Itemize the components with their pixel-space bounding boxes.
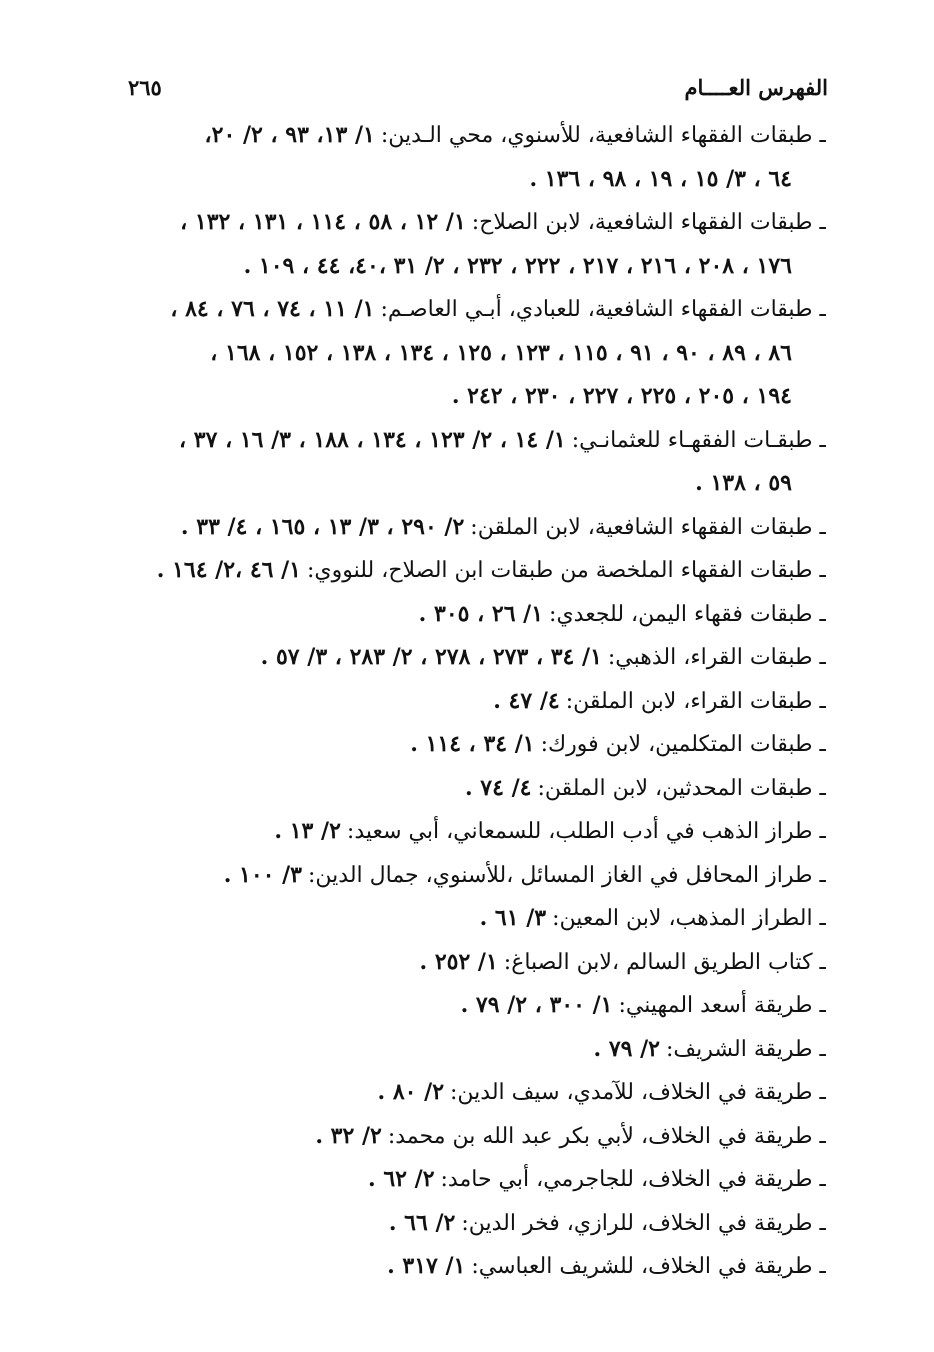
index-entry <box>130 201 826 245</box>
index-entry-continuation <box>130 375 826 419</box>
index-entry <box>130 506 826 550</box>
index-entry <box>130 593 826 637</box>
entry-references: ١/ ١٣، ٩٣ ، ٢/ ٢٠، <box>204 122 375 148</box>
index-entry <box>130 419 826 463</box>
entry-title: ـ طريقة في الخلاف، للآمدي، سيف الدين: <box>450 1080 826 1105</box>
entry-title: ـ طبقات الفقهاء الشافعية، لابن الملقن: <box>470 514 826 540</box>
entry-references: ١/ ٣٠٠ ، ٢/ ٧٩ . <box>460 992 613 1018</box>
entry-references: ٣/ ٦١ . <box>479 905 547 931</box>
index-entry <box>130 1202 826 1246</box>
entry-references: ١/ ١١ ، ٧٤ ، ٧٦ ، ٨٤ ، <box>170 296 375 322</box>
entry-references: ٤/ ٤٧ . <box>493 687 560 714</box>
entry-references: ٥٩ ، ١٣٨ . <box>695 470 792 496</box>
entry-title: ـ طريقة في الخلاف، للرازي، فخر الدين: <box>461 1210 826 1236</box>
index-entry <box>130 549 826 593</box>
entry-references: ١/ ٢٦ ، ٣٠٥ . <box>418 600 544 627</box>
entry-title: ـ طريقة في الخلاف، للشريف العباسي: <box>471 1254 826 1279</box>
entry-references: ٨٦ ، ٨٩ ، ٩٠ ، ٩١ ، ١١٥ ، ١٢٣ ، ١٢٥ ، ١٣٤ ، ١٣٨ ، ١٥٢ ، ١٦٨ ، <box>210 339 792 366</box>
index-entry-continuation <box>130 245 826 289</box>
entry-title: ـ طبقات المحدثين، لابن الملقن: <box>537 775 826 801</box>
entry-title: ـ طبقـات الفقهـاء للعثمانـي: <box>571 427 826 453</box>
index-entries <box>130 114 826 1289</box>
entry-references: ٢/ ٧٩ . <box>593 1035 660 1062</box>
entry-references: ٢/ ١٣ . <box>274 818 341 844</box>
index-entry-continuation <box>130 158 826 202</box>
entry-references: ١٩٤ ، ٢٠٥ ، ٢٢٥ ، ٢٢٧ ، ٢٣٠ ، ٢٤٢ . <box>451 383 792 409</box>
entry-references: ٢/ ٦٢ . <box>368 1166 435 1192</box>
entry-title: ـ طبقات الفقهاء الشافعية، للعبادي، أبـي العاصـم: <box>380 297 826 322</box>
index-entry <box>130 1245 826 1289</box>
entry-title: ـ طراز المحافل في الغاز المسائل ،للأسنوي، جمال الدين: <box>308 862 826 888</box>
index-entry <box>130 723 826 767</box>
index-entry <box>130 897 826 941</box>
entry-title: ـ طريقة أسعد المهيني: <box>618 993 826 1018</box>
entry-references: ١/ ٢٥٢ . <box>419 948 498 975</box>
index-entry <box>130 288 826 332</box>
entry-references: ١/ ١٤ ، ٢/ ١٢٣ ، ١٣٤ ، ١٨٨ ، ٣/ ١٦ ، ٣٧ ، <box>179 426 566 453</box>
entry-title: ـ طريقة الشريف: <box>665 1036 826 1062</box>
index-entry <box>130 1028 826 1072</box>
index-entry <box>130 114 826 158</box>
entry-title: ـ طبقات الفقهاء الشافعية، لابن الصلاح: <box>471 210 826 235</box>
running-header <box>128 70 828 104</box>
entry-references: ١/ ١٢ ، ٥٨ ، ١١٤ ، ١٣١ ، ١٣٢ ، <box>180 209 466 235</box>
entry-title: ـ طريقة في الخلاف، للجاجرمي، أبي حامد: <box>440 1167 826 1192</box>
index-entry <box>130 1158 826 1202</box>
entry-references: ٣/ ١٠٠ . <box>223 861 302 888</box>
entry-references: ١/ ٤٦ ،٢/ ١٦٤ . <box>156 557 301 583</box>
entry-title: ـ طبقات الفقهاء الشافعية، للأسنوي، محي الـدين: <box>380 123 826 148</box>
entry-title: ـ طبقات الفقهاء الملخصة من طبقات ابن الصلاح، للنووي: <box>306 558 826 583</box>
index-entry <box>130 984 826 1028</box>
page-number: ٢٦٥ <box>128 74 162 100</box>
entry-references: ٢/ ٦٦ . <box>388 1209 456 1236</box>
entry-title: ـ طبقات القراء، لابن الملقن: <box>565 688 826 714</box>
entry-title: ـ كتاب الطريق السالم ،لابن الصباغ: <box>503 949 826 975</box>
entry-references: ٢/ ٨٠ . <box>377 1079 445 1105</box>
entry-title: ـ طبقات المتكلمين، لابن فورك: <box>540 732 826 757</box>
entry-references: ٢/ ٢٩٠ ، ٣/ ١٣ ، ١٦٥ ، ٤/ ٣٣ . <box>180 513 465 540</box>
index-entry <box>130 941 826 985</box>
entry-references: ٦٤ ، ٣/ ١٥ ، ١٩ ، ٩٨ ، ١٣٦ . <box>529 165 792 192</box>
index-entry-continuation <box>130 462 826 506</box>
entry-title: ـ طبقات فقهاء اليمن، للجعدي: <box>549 601 826 627</box>
entry-references: ١/ ٣١٧ . <box>387 1253 466 1279</box>
index-entry <box>130 1071 826 1115</box>
entry-title: ـ طبقات القراء، الذهبي: <box>607 645 826 670</box>
entry-title: ـ طريقة في الخلاف، لأبي بكر عبد الله بن محمد: <box>387 1123 826 1149</box>
index-entry <box>130 854 826 898</box>
index-entry <box>130 636 826 680</box>
entry-references: ١٧٦ ، ٢٠٨ ، ٢١٦ ، ٢١٧ ، ٢٢٢ ، ٢٣٢ ، ٢/ ٣١ ،٤٠، ٤٤ ، ١٠٩ . <box>243 252 792 279</box>
index-entry <box>130 680 826 724</box>
index-entry <box>130 810 826 854</box>
header-title: الفهرس العــــام <box>684 74 828 100</box>
entry-title: ـ طراز الذهب في أدب الطلب، للسمعاني، أبي سعيد: <box>346 819 826 844</box>
index-entry-continuation <box>130 332 826 376</box>
entry-references: ٢/ ٣٢ . <box>315 1122 382 1149</box>
entry-title: ـ الطراز المذهب، لابن المعين: <box>552 906 826 931</box>
index-entry <box>130 1115 826 1159</box>
entry-references: ١/ ٣٤ ، ١١٤ . <box>410 731 535 757</box>
entry-references: ٤/ ٧٤ . <box>464 774 532 801</box>
entry-references: ١/ ٣٤ ، ٢٧٣ ، ٢٧٨ ، ٢/ ٢٨٣ ، ٣/ ٥٧ . <box>260 644 602 670</box>
index-entry <box>130 767 826 811</box>
